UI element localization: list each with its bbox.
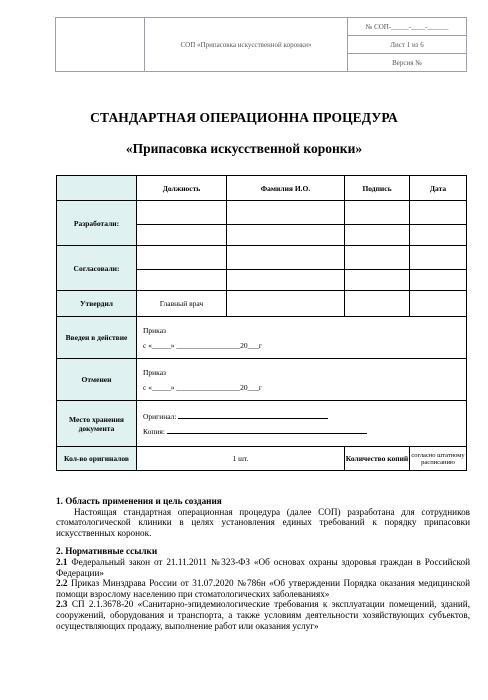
reference-3-text: СП 2.1.3678-20 «Санитарно-эпидемиологические требования к эксплуатации помещений, зданий, сооружений, оборудования и транспорта, а также условиям деятельности хозяйствующих субъектов, осуществляющих продажу, выполнение работ или оказания услуг» bbox=[56, 599, 471, 631]
section-1-text: Настоящая стандартная операционная процедура (далее СОП) разработана для сотрудников стоматологической клиники в целях установления единых требований к порядку припасовки искусственных коронок. bbox=[56, 506, 470, 538]
agreed-date-2 bbox=[410, 270, 467, 291]
approved-label: Утвердил bbox=[57, 291, 137, 317]
reference-2-text: Приказ Минздрава России от 31.07.2020 №786н «Об утверждении Порядка оказания медицинской помощи взрослому населению при стоматологических заболеваниях» bbox=[56, 578, 470, 599]
document-body bbox=[56, 496, 470, 631]
header-version: Версия № bbox=[348, 54, 467, 72]
col-header-position: Должность bbox=[137, 176, 227, 201]
developed-label: Разработали: bbox=[57, 201, 137, 246]
col-header-signature: Подпись bbox=[345, 176, 410, 201]
introduced-order-label: Приказ bbox=[143, 325, 167, 335]
storage-details bbox=[137, 401, 467, 447]
reference-1-text: Федеральный закон от 21.11.2011 №323-ФЗ «Об основах охраны здоровья граждан в Российской Федерации» bbox=[56, 556, 471, 578]
approval-table bbox=[56, 175, 467, 471]
agreed-date-1 bbox=[410, 246, 467, 270]
approved-name bbox=[227, 291, 345, 317]
document-subtitle: «Припасовка искусственной коронки» bbox=[125, 141, 363, 156]
originals-count-value: 1 шт. bbox=[137, 447, 345, 471]
cancelled-order-date: с «_____» _________________20___г bbox=[143, 382, 262, 392]
header-document-name: СОП «Припасовка искусственной коронки» bbox=[145, 18, 348, 72]
developed-date-1 bbox=[410, 201, 467, 225]
agreed-position-2 bbox=[137, 270, 227, 291]
agreed-signature-2 bbox=[345, 270, 410, 291]
cancelled-order bbox=[137, 359, 467, 401]
introduced-order bbox=[137, 317, 467, 359]
cancelled-order-label: Приказ bbox=[143, 367, 167, 377]
section-1-title: 1. Область применения и цель создания bbox=[56, 496, 222, 506]
storage-original-line bbox=[178, 410, 328, 419]
developed-position-1 bbox=[137, 201, 227, 225]
developed-position-2 bbox=[137, 225, 227, 246]
document-title: СТАНДАРТНАЯ ОПЕРАЦИОННА ПРОЦЕДУРА bbox=[90, 110, 398, 125]
storage-copy-line bbox=[167, 425, 367, 434]
agreed-name-1 bbox=[227, 246, 345, 270]
header-sop-number: № СОП-_____-____-______ bbox=[348, 18, 467, 36]
col-header-date: Дата bbox=[410, 176, 467, 201]
document-header bbox=[55, 17, 467, 72]
developed-name-2 bbox=[227, 225, 345, 246]
approved-position: Главный врач bbox=[137, 291, 227, 317]
approved-signature bbox=[345, 291, 410, 317]
reference-3 bbox=[56, 599, 470, 631]
header-sheet: Лист 1 из 6 bbox=[348, 36, 467, 54]
reference-1-number: 2.1 bbox=[56, 556, 68, 567]
agreed-label: Согласовали: bbox=[57, 246, 137, 291]
storage-copy-label: Копия: bbox=[143, 426, 165, 436]
storage-original-label: Оригинал: bbox=[143, 411, 177, 421]
reference-2 bbox=[56, 578, 470, 599]
developed-signature-1 bbox=[345, 201, 410, 225]
agreed-name-2 bbox=[227, 270, 345, 291]
originals-count-label: Кол-во оригиналов bbox=[57, 447, 137, 471]
reference-3-number: 2.3 bbox=[56, 599, 68, 610]
developed-name-1 bbox=[227, 201, 345, 225]
developed-date-2 bbox=[410, 225, 467, 246]
developed-signature-2 bbox=[345, 225, 410, 246]
cancelled-label: Отменен bbox=[57, 359, 137, 401]
table-header-row bbox=[57, 176, 467, 201]
storage-label: Место хранения документа bbox=[57, 401, 137, 447]
agreed-signature-1 bbox=[345, 246, 410, 270]
reference-1 bbox=[56, 557, 470, 578]
approved-date bbox=[410, 291, 467, 317]
introduced-label: Введен в действие bbox=[57, 317, 137, 359]
copies-count-value: согласно штатному расписанию bbox=[410, 447, 467, 471]
reference-2-number: 2.2 bbox=[56, 578, 68, 589]
header-logo-cell bbox=[56, 18, 145, 72]
corner-cell bbox=[57, 176, 137, 201]
introduced-order-date: с «_____» _________________20___г bbox=[143, 340, 262, 350]
section-2-title: 2. Нормативные ссылки bbox=[56, 546, 158, 557]
copies-count-label: Количество копий bbox=[345, 447, 410, 471]
col-header-name: Фамилия И.О. bbox=[227, 176, 345, 201]
agreed-position-1 bbox=[137, 246, 227, 270]
